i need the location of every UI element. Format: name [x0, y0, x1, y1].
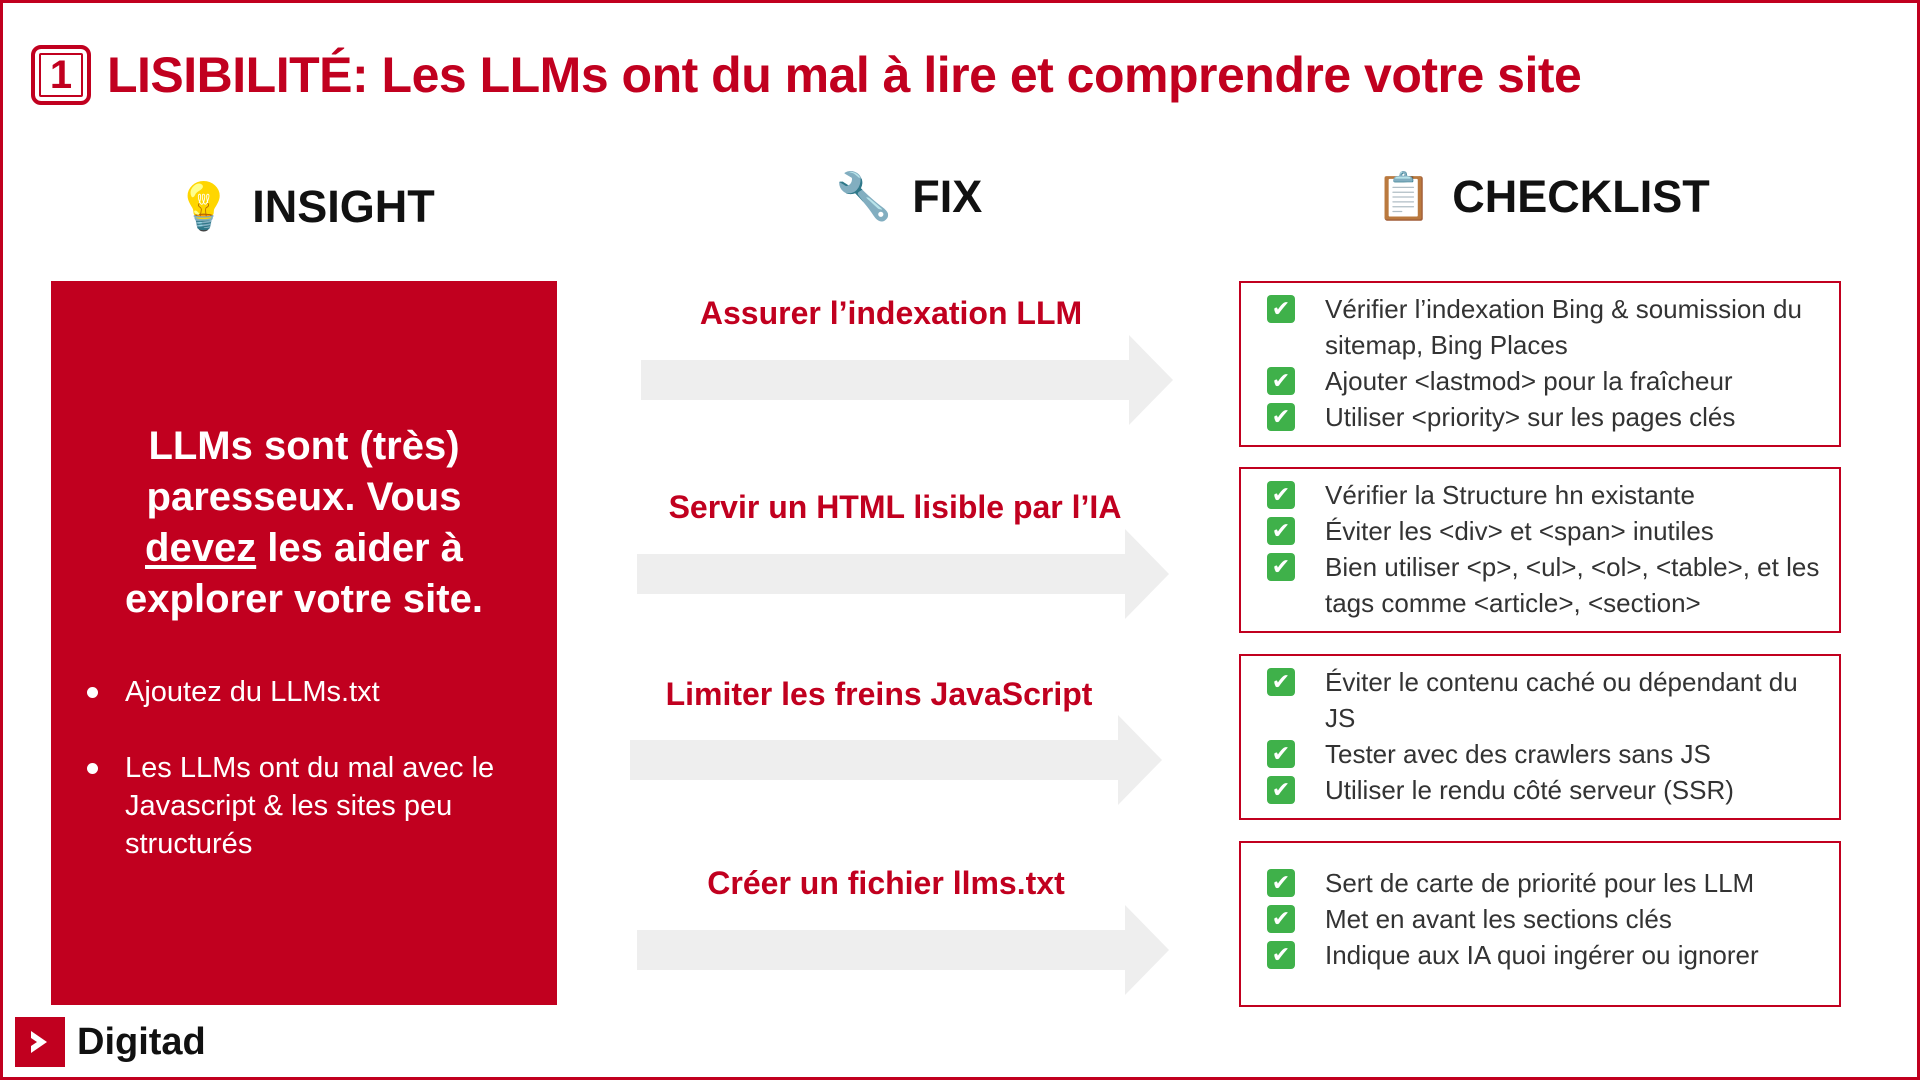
checklist-item-text: Utiliser le rendu côté serveur (SSR): [1325, 775, 1734, 805]
checklist-item-text: Éviter les <div> et <span> inutiles: [1325, 516, 1714, 546]
insight-emphasis: devez: [145, 526, 257, 570]
checklist-item-text: Bien utiliser <p>, <ul>, <ol>, <table>, et les tags comme <article>, <section>: [1325, 552, 1820, 618]
checkmark-icon: ✔: [1267, 668, 1295, 696]
right-arrow-icon: [637, 529, 1169, 619]
insight-bullet-text: Les LLMs ont du mal avec le Javascript & les sites peu structurés: [125, 752, 495, 860]
checklist-item-text: Tester avec des crawlers sans JS: [1325, 739, 1711, 769]
checklist-item-text: Indique aux IA quoi ingérer ou ignorer: [1325, 940, 1759, 970]
checklist-item-text: Met en avant les sections clés: [1325, 904, 1672, 934]
insight-headline-line: explorer votre site.: [125, 577, 483, 621]
insight-headline-line: [87, 523, 521, 574]
insight-headline-line: paresseux. Vous: [146, 475, 462, 519]
insight-bullet: [87, 673, 521, 711]
insight-headline-rest: les aider à: [256, 526, 463, 570]
fix-label: Créer un fichier llms.txt: [707, 865, 1065, 901]
right-arrow-icon: [641, 335, 1173, 425]
checklist-item-text: Utiliser <priority> sur les pages clés: [1325, 402, 1736, 432]
insight-bullet: [87, 749, 521, 863]
bullet-dot-icon: [87, 687, 98, 698]
fix-header-label: FIX: [912, 170, 983, 222]
checkmark-icon: ✔: [1267, 517, 1295, 545]
checkmark-icon: ✔: [1267, 740, 1295, 768]
checklist-item-text: Vérifier la Structure hn existante: [1325, 480, 1695, 510]
checklist-box: [1239, 467, 1841, 633]
checkmark-icon: ✔: [1267, 905, 1295, 933]
checklist-item-text: Sert de carte de priorité pour les LLM: [1325, 868, 1755, 898]
insight-bullet-text: Ajoutez du LLMs.txt: [125, 676, 380, 708]
logo-text: Digitad: [77, 1020, 206, 1063]
checklist-item: [1267, 937, 1825, 973]
slide-title: [31, 43, 1581, 107]
checklist-item-text: Ajouter <lastmod> pour la fraîcheur: [1325, 366, 1733, 396]
right-arrow-icon: [637, 905, 1169, 995]
insight-header: [175, 179, 435, 234]
checklist-header-label: CHECKLIST: [1452, 170, 1710, 222]
checkmark-icon: ✔: [1267, 403, 1295, 431]
checkmark-icon: ✔: [1267, 295, 1295, 323]
insight-panel: [51, 281, 557, 1005]
checkmark-icon: ✔: [1267, 481, 1295, 509]
checklist-item: [1267, 664, 1825, 736]
checklist-item-text: Vérifier l’indexation Bing & soumission du sitemap, Bing Places: [1325, 294, 1802, 360]
insight-header-label: INSIGHT: [252, 180, 435, 232]
fix-label: Assurer l’indexation LLM: [699, 295, 1083, 331]
insight-headline-line: LLMs sont (très): [148, 424, 460, 468]
checklist-item: [1267, 363, 1825, 399]
insight-headline: [87, 421, 521, 625]
checklist-item: [1267, 477, 1825, 513]
title-text: LISIBILITÉ: Les LLMs ont du mal à lire et comprendre votre site: [107, 47, 1582, 103]
checklist-item: [1267, 901, 1825, 937]
right-arrow-icon: [630, 715, 1162, 805]
checklist-item: [1267, 549, 1825, 621]
lightbulb-icon: 💡: [175, 180, 233, 232]
checkmark-icon: ✔: [1267, 367, 1295, 395]
checkmark-icon: ✔: [1267, 869, 1295, 897]
checklist-item-text: Éviter le contenu caché ou dépendant du JS: [1325, 667, 1798, 733]
clipboard-icon: 📋: [1375, 170, 1433, 222]
checklist-item: [1267, 399, 1825, 435]
fix-label: Limiter les freins JavaScript: [665, 676, 1093, 712]
insight-bullets: [87, 673, 521, 863]
checklist-box: [1239, 841, 1841, 1007]
wrench-icon: 🔧: [835, 170, 893, 222]
checklist-item: [1267, 291, 1825, 363]
checklist-box: [1239, 654, 1841, 820]
checklist-item: [1267, 736, 1825, 772]
fix-label: Servir un HTML lisible par l’IA: [668, 489, 1122, 525]
checklist-header: [1375, 169, 1710, 224]
bullet-dot-icon: [87, 763, 98, 774]
checklist-item: [1267, 772, 1825, 808]
checkmark-icon: ✔: [1267, 553, 1295, 581]
checkmark-icon: ✔: [1267, 941, 1295, 969]
fix-header: [835, 169, 982, 224]
checkmark-icon: ✔: [1267, 776, 1295, 804]
checklist-item: [1267, 513, 1825, 549]
number-badge: 1: [31, 45, 91, 105]
logo-mark-icon: [15, 1017, 65, 1067]
checklist-item: [1267, 865, 1825, 901]
digitad-logo: [15, 1017, 206, 1067]
checklist-box: [1239, 281, 1841, 447]
